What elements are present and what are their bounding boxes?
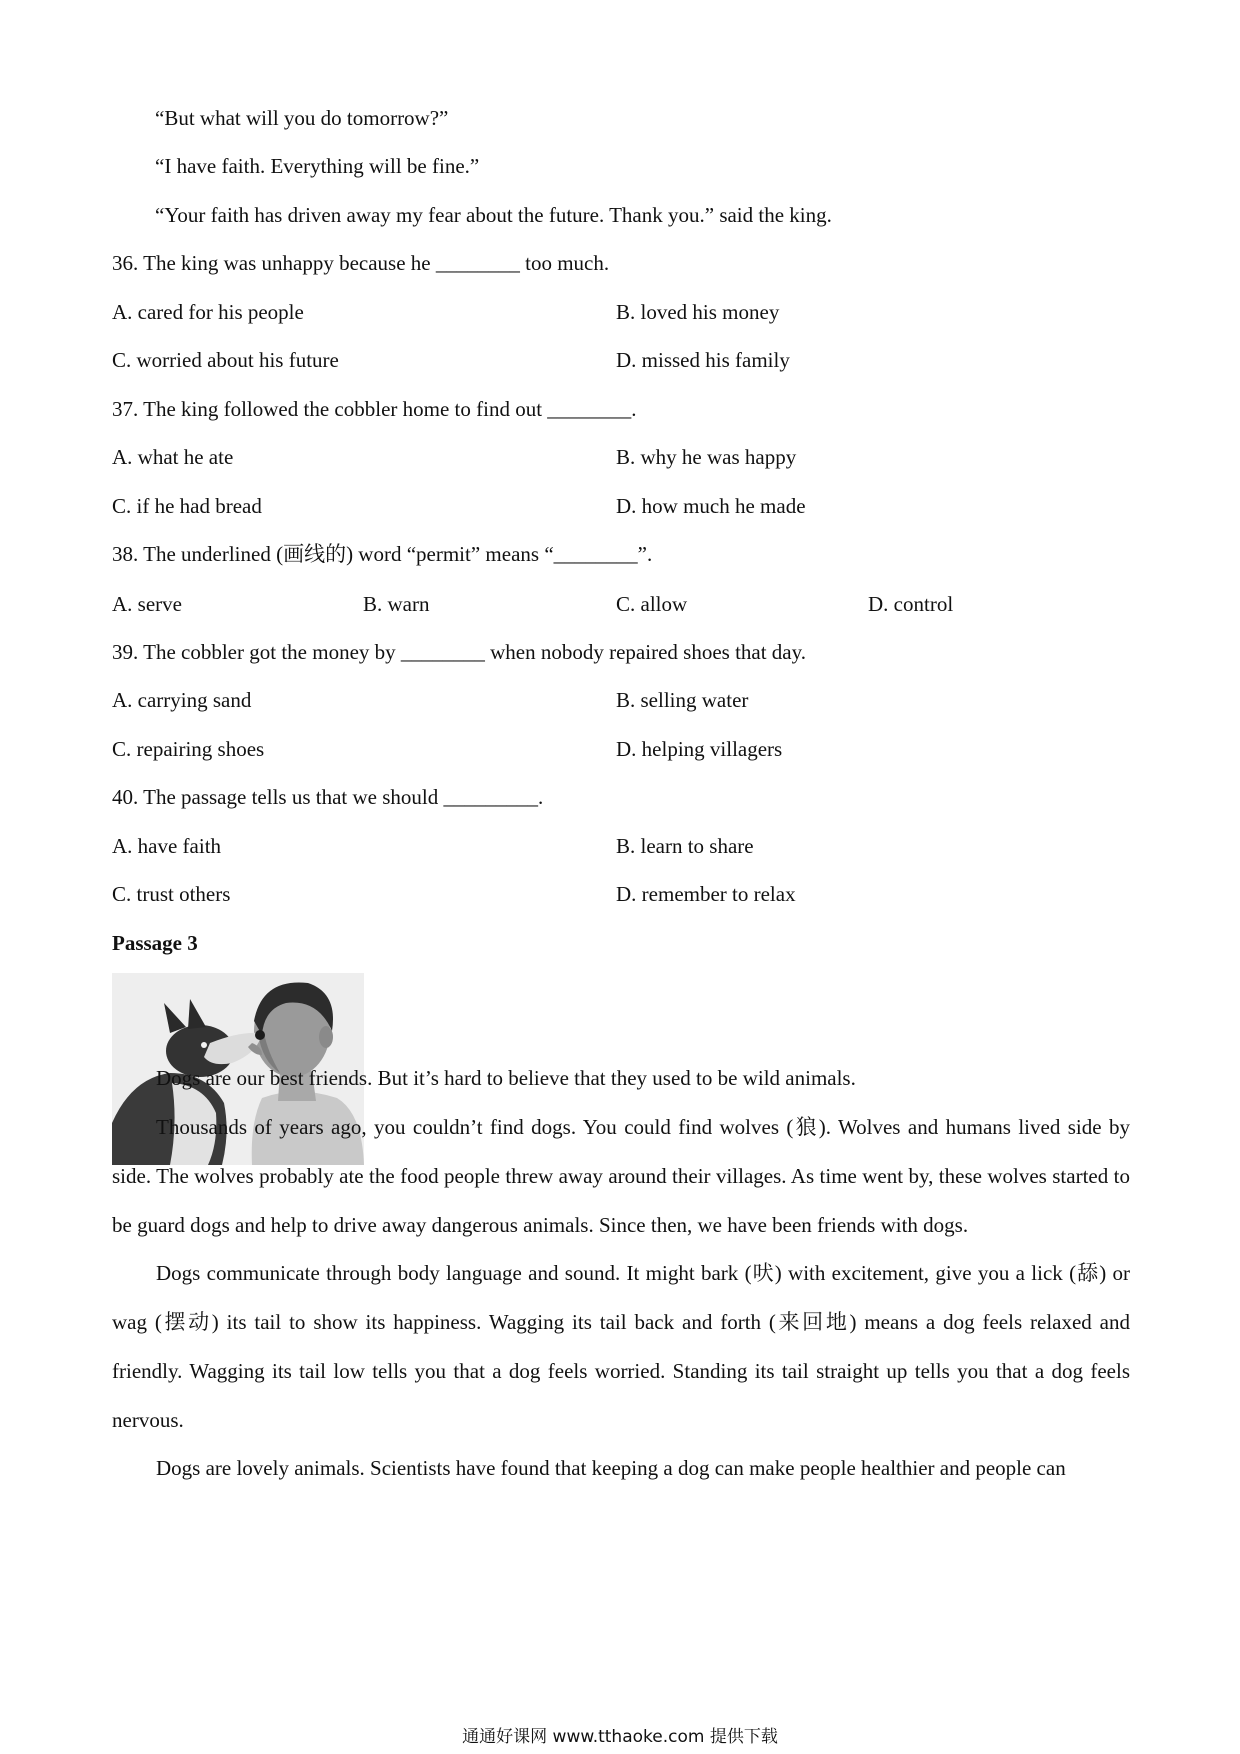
- question-38-option-a: A. serve: [112, 592, 182, 616]
- question-39-stem: 39. The cobbler got the money by ________ when nobody repaired shoes that day.: [112, 640, 807, 664]
- question-38-option-d: D. control: [868, 592, 954, 616]
- question-36-option-c: C. worried about his future: [112, 348, 339, 372]
- passage-paragraph-3: Dogs communicate through body language and sound. It might bark (吠) with excitement, give you a lick (舔) or wag (摆动) its tail to show its happiness. Wagging its tail back and forth (来回地) means a dog feels relaxed and friendly. Wagging its tail low tells you that a dog feels worried. Standing its tail straight up tells you that a dog feels nervous.: [112, 1261, 1130, 1432]
- question-38-option-b: B. warn: [363, 592, 430, 616]
- question-37-option-b: B. why he was happy: [616, 445, 797, 469]
- question-39-option-d: D. helping villagers: [616, 737, 783, 761]
- question-39-option-c: C. repairing shoes: [112, 737, 265, 761]
- question-36-stem: 36. The king was unhappy because he ________ too much.: [112, 251, 610, 275]
- question-38-option-c: C. allow: [616, 592, 688, 616]
- passage-paragraph-4: Dogs are lovely animals. Scientists have found that keeping a dog can make people healthier and people can: [156, 1456, 1066, 1480]
- passage-paragraph-2: Thousands of years ago, you couldn’t find dogs. You could find wolves (狼). Wolves and humans lived side by side. The wolves probably ate the food people threw away around their villages. As time went by, these wolves started to be guard dogs and help to drive away dangerous animals. Since then, we have been friends with dogs.: [112, 1115, 1130, 1237]
- question-39-option-a: A. carrying sand: [112, 688, 252, 712]
- question-37-option-d: D. how much he made: [616, 494, 806, 518]
- question-36-option-a: A. cared for his people: [112, 300, 304, 324]
- dialogue-line-1: “But what will you do tomorrow?”: [155, 106, 449, 130]
- dialogue-line-2: “I have faith. Everything will be fine.”: [155, 154, 480, 178]
- question-39-option-b: B. selling water: [616, 688, 749, 712]
- question-40-option-d: D. remember to relax: [616, 882, 796, 906]
- passage-paragraph-1: Dogs are our best friends. But it’s hard to believe that they used to be wild animals.: [156, 1066, 856, 1090]
- question-37-option-a: A. what he ate: [112, 445, 234, 469]
- question-37-stem: 37. The king followed the cobbler home to find out ________.: [112, 397, 637, 421]
- question-40-stem: 40. The passage tells us that we should _________.: [112, 785, 544, 809]
- page-footer: 通通好课网 www.tthaoke.com 提供下载: [462, 1727, 778, 1747]
- question-36-option-b: B. loved his money: [616, 300, 780, 324]
- question-40-option-b: B. learn to share: [616, 834, 754, 858]
- question-36-option-d: D. missed his family: [616, 348, 790, 372]
- dialogue-line-3: “Your faith has driven away my fear about the future. Thank you.” said the king.: [155, 203, 832, 227]
- question-37-option-c: C. if he had bread: [112, 494, 262, 518]
- question-40-option-c: C. trust others: [112, 882, 231, 906]
- question-38-stem: 38. The underlined (画线的) word “permit” means “________”.: [112, 542, 653, 566]
- passage-3-heading: Passage 3: [112, 931, 198, 955]
- question-40-option-a: A. have faith: [112, 834, 222, 858]
